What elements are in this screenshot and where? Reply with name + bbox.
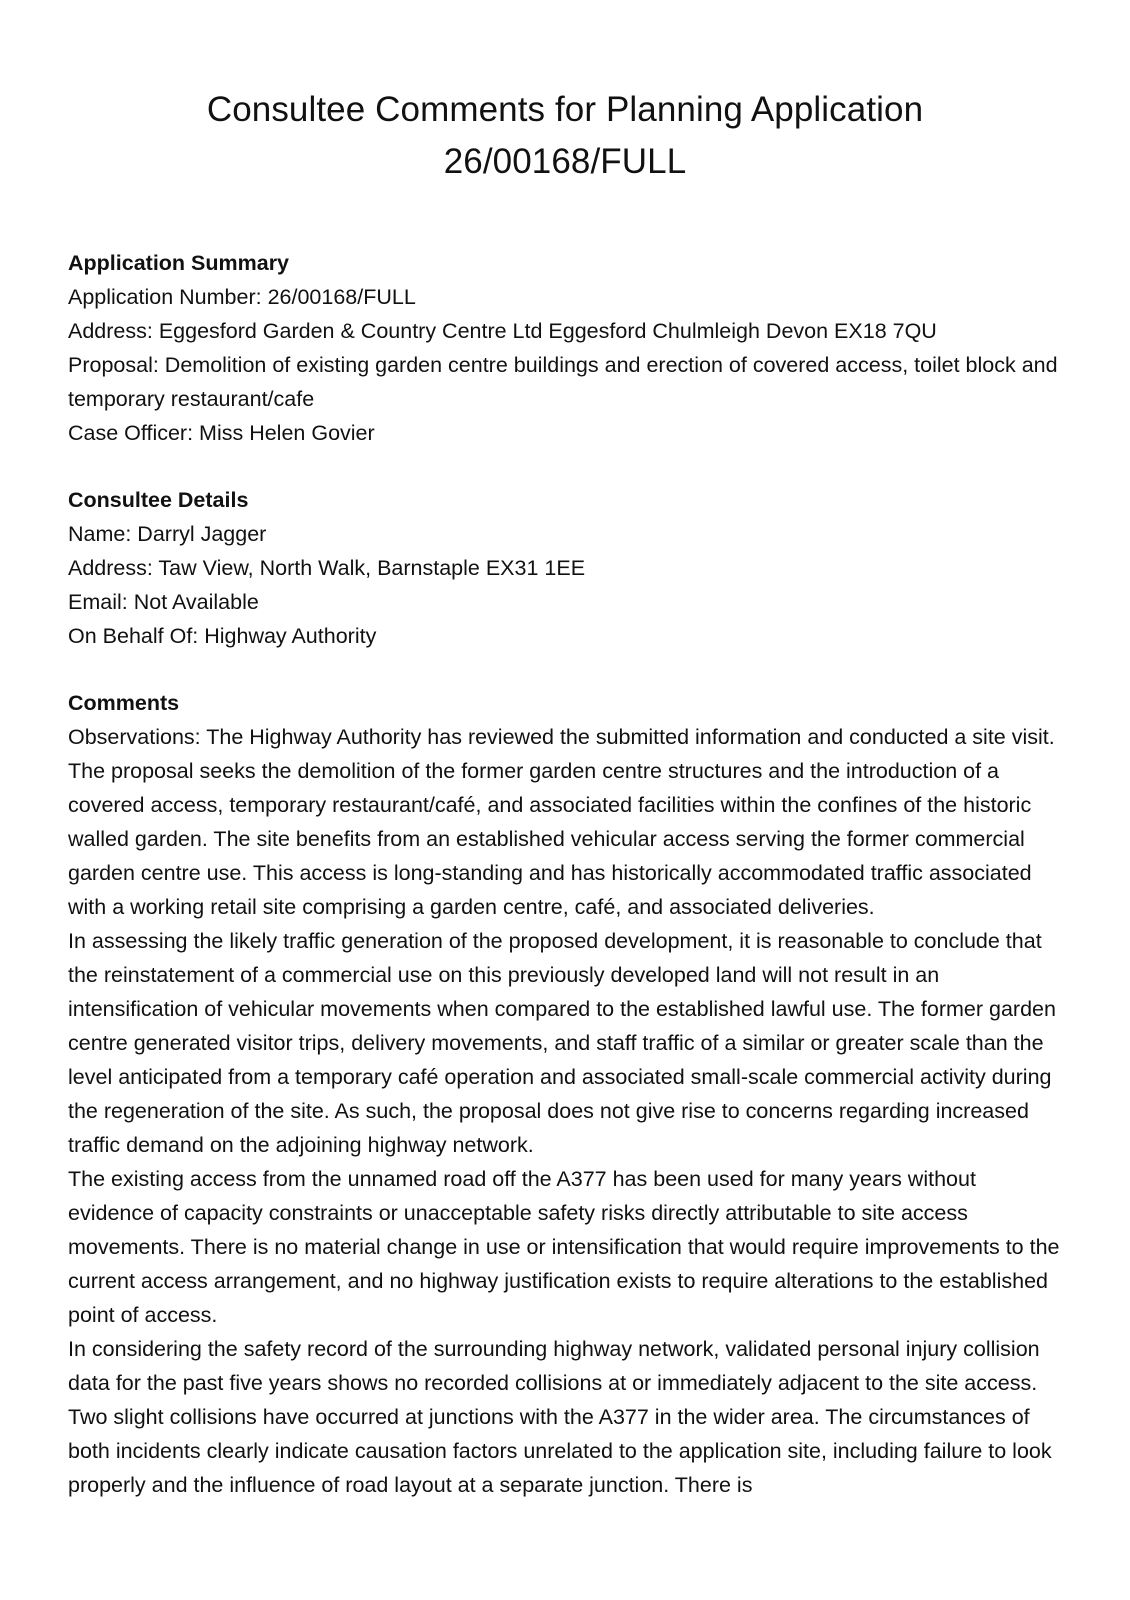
comments-heading: Comments	[68, 691, 180, 715]
comment-paragraph: The existing access from the unnamed road off the A377 has been used for many years without evidence of capacity constraints or unacceptable safety risks directly attributable to site access movements. There is no material change in use or intensification that would require improvements to the current access arrangement, and no highway justification exists to require alterations to the established point of access.	[68, 1167, 1060, 1327]
application-address: Address: Eggesford Garden & Country Centre Ltd Eggesford Chulmleigh Devon EX18 7QU	[68, 319, 937, 343]
case-officer: Case Officer: Miss Helen Govier	[68, 421, 375, 445]
consultee-email: Email: Not Available	[68, 590, 259, 614]
consultee-address: Address: Taw View, North Walk, Barnstaple EX31 1EE	[68, 556, 586, 580]
page-title	[68, 84, 1062, 188]
application-summary-heading: Application Summary	[68, 251, 290, 275]
application-summary-section	[68, 246, 1062, 450]
comment-paragraph: Observations: The Highway Authority has reviewed the submitted information and conducted a site visit. The proposal seeks the demolition of the former garden centre structures and the introduction of a covered access, temporary restaurant/café, and associated facilities within the confines of the historic walled garden. The site benefits from an established vehicular access serving the former commercial garden centre use. This access is long-standing and has historically accommodated traffic associated with a working retail site comprising a garden centre, café, and associated deliveries.	[68, 725, 1055, 919]
consultee-details-section	[68, 483, 1062, 653]
application-proposal: Proposal: Demolition of existing garden centre buildings and erection of covered access, toilet block and temporary restaurant/cafe	[68, 353, 1058, 411]
comments-body	[68, 720, 1062, 1502]
comments-section	[68, 686, 1062, 1502]
page-title-line-2: 26/00168/FULL	[443, 142, 687, 181]
consultee-details-heading: Consultee Details	[68, 488, 249, 512]
comment-paragraph: In assessing the likely traffic generation of the proposed development, it is reasonable to conclude that the reinstatement of a commercial use on this previously developed land will not result in an intensification of vehicular movements when compared to the established lawful use. The former garden centre generated visitor trips, delivery movements, and staff traffic of a similar or greater scale than the level anticipated from a temporary café operation and associated small-scale commercial activity during the regeneration of the site. As such, the proposal does not give rise to concerns regarding increased traffic demand on the adjoining highway network.	[68, 929, 1056, 1157]
consultee-name: Name: Darryl Jagger	[68, 522, 267, 546]
consultee-on-behalf-of: On Behalf Of: Highway Authority	[68, 624, 377, 648]
application-number: Application Number: 26/00168/FULL	[68, 285, 416, 309]
page-title-line-1: Consultee Comments for Planning Application	[206, 90, 924, 129]
comment-paragraph: In considering the safety record of the surrounding highway network, validated personal injury collision data for the past five years shows no recorded collisions at or immediately adjacent to the site access. Two slight collisions have occurred at junctions with the A377 in the wider area. The circumstances of both incidents clearly indicate causation factors unrelated to the application site, including failure to look properly and the influence of road layout at a separate junction. There is	[68, 1337, 1052, 1497]
